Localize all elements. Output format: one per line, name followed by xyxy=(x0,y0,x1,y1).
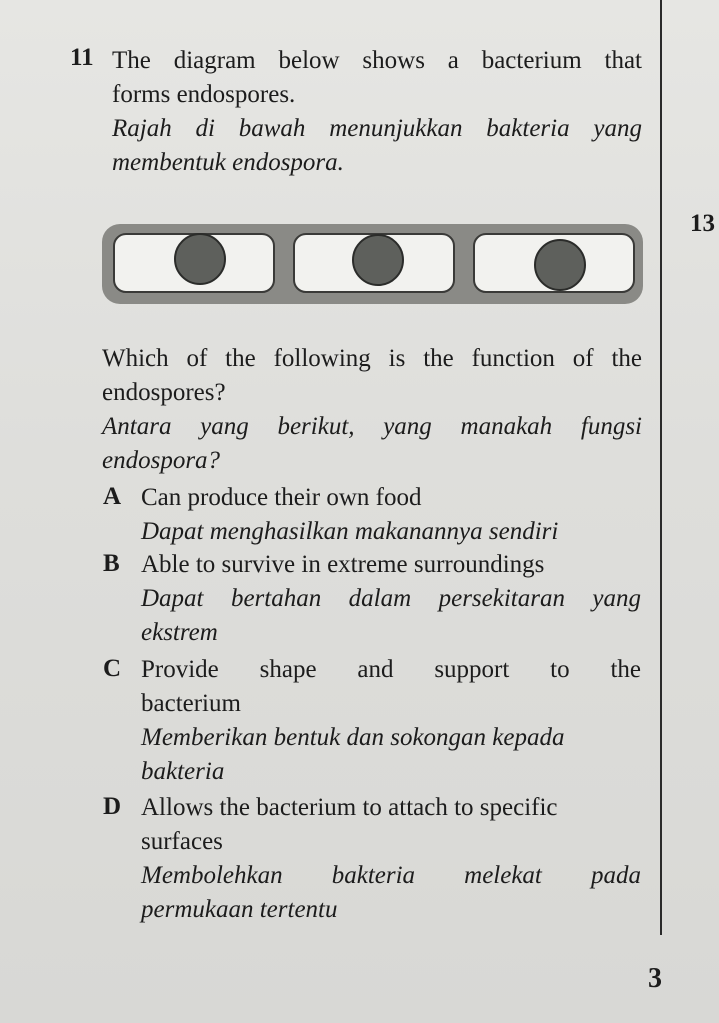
option-c-en-line-2: bacterium xyxy=(141,690,241,717)
endospore-1 xyxy=(175,234,225,284)
stem-en-line-2: forms endospores. xyxy=(112,81,296,108)
option-a-letter: A xyxy=(103,483,122,510)
option-d-ms-line-1: Membolehkan bakteria melekat pada xyxy=(141,862,641,889)
ask-ms-line-2: endospora? xyxy=(102,447,221,474)
ask-en-line-2: endospores? xyxy=(102,379,226,406)
option-c-ms-line-1: Memberikan bentuk dan sokongan kepada xyxy=(141,724,565,751)
ask-en-line-1: Which of the following is the function of the xyxy=(102,345,642,372)
option-d-letter: D xyxy=(103,793,122,820)
question-number: 11 xyxy=(70,44,94,71)
question-ask xyxy=(102,342,642,478)
option-b-ms-line-2: ekstrem xyxy=(141,619,218,646)
ask-ms-line-1: Antara yang berikut, yang manakah fungsi xyxy=(102,413,642,440)
option-b-ms-line-1: Dapat bertahan dalam persekitaran yang xyxy=(141,585,641,612)
option-c-en-line-1: Provide shape and support to the xyxy=(141,656,641,683)
option-b-en: Able to survive in extreme surroundings xyxy=(141,551,545,578)
option-d-en-line-1: Allows the bacterium to attach to specific xyxy=(141,794,558,821)
option-d[interactable] xyxy=(141,791,641,927)
stem-ms-line-1: Rajah di bawah menunjukkan bakteria yang xyxy=(112,115,642,142)
side-question-number: 13 xyxy=(690,210,715,237)
endospore-2 xyxy=(353,235,403,285)
option-c-ms-line-2: bakteria xyxy=(141,758,225,785)
option-d-en-line-2: surfaces xyxy=(141,828,223,855)
page-number: 3 xyxy=(648,963,662,994)
page-border-line xyxy=(660,0,662,935)
option-a-ms: Dapat menghasilkan makanannya sendiri xyxy=(141,518,559,545)
option-c[interactable] xyxy=(141,653,641,789)
option-d-ms-line-2: permukaan tertentu xyxy=(141,896,338,923)
endospore-3 xyxy=(535,240,585,290)
question-stem xyxy=(112,44,642,180)
stem-ms-line-2: membentuk endospora. xyxy=(112,149,344,176)
option-b[interactable] xyxy=(141,548,641,650)
option-b-letter: B xyxy=(103,550,120,577)
option-a[interactable] xyxy=(141,481,641,549)
option-a-en: Can produce their own food xyxy=(141,484,422,511)
option-c-letter: C xyxy=(103,655,122,682)
stem-en-line-1: The diagram below shows a bacterium that xyxy=(112,47,642,74)
bacterium-endospore-diagram xyxy=(100,220,645,310)
